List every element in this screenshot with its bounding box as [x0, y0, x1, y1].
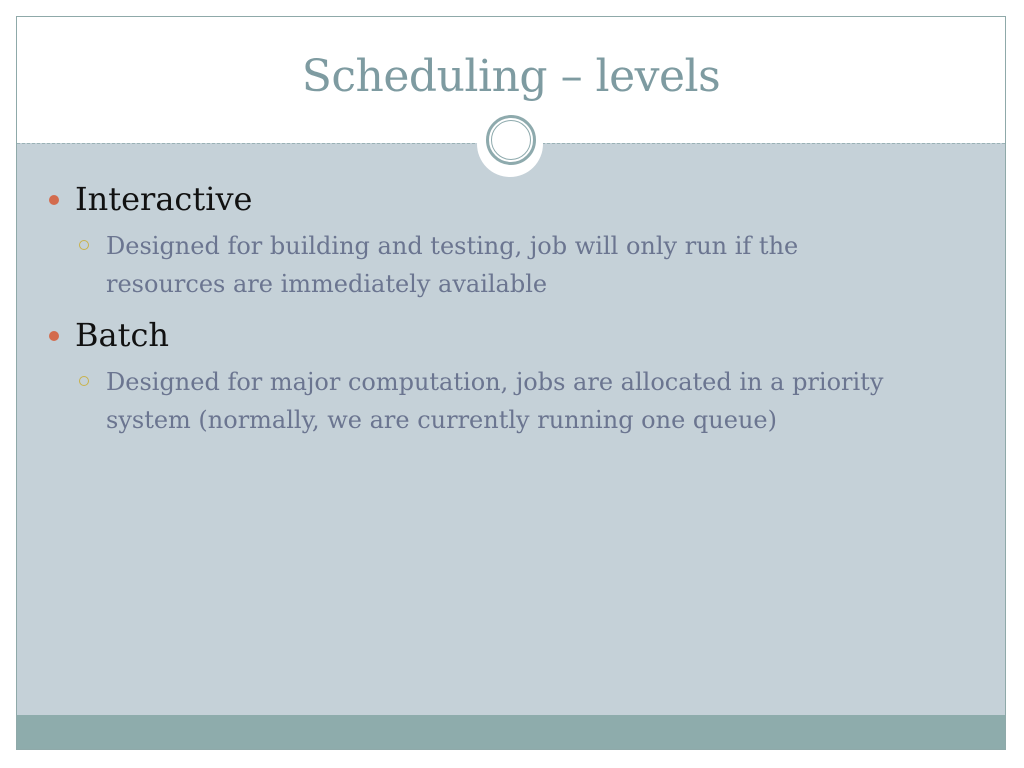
sub-bullet-batch — [106, 363, 905, 439]
slide — [16, 16, 1006, 750]
bullet-dot-icon — [49, 195, 59, 205]
bullet-item-batch — [75, 315, 1005, 355]
sub-bullet-text: Designed for major computation, jobs are allocated in a priority system (normally, we are currently running one queue) — [106, 368, 884, 434]
bullet-label: Interactive — [75, 180, 253, 218]
sub-bullet-text: Designed for building and testing, job will only run if the resources are immediately available — [106, 232, 799, 298]
bullet-item-interactive — [75, 179, 1005, 219]
hollow-circle-bullet-icon — [79, 376, 89, 386]
bullet-dot-icon — [49, 331, 59, 341]
bullet-label: Batch — [75, 316, 169, 354]
footer-bar — [17, 715, 1005, 749]
slide-content — [17, 179, 1005, 439]
sub-bullet-interactive — [106, 227, 905, 303]
hollow-circle-bullet-icon — [79, 240, 89, 250]
slide-title: Scheduling – levels — [301, 51, 721, 102]
circle-ornament-inner-ring — [491, 120, 531, 160]
